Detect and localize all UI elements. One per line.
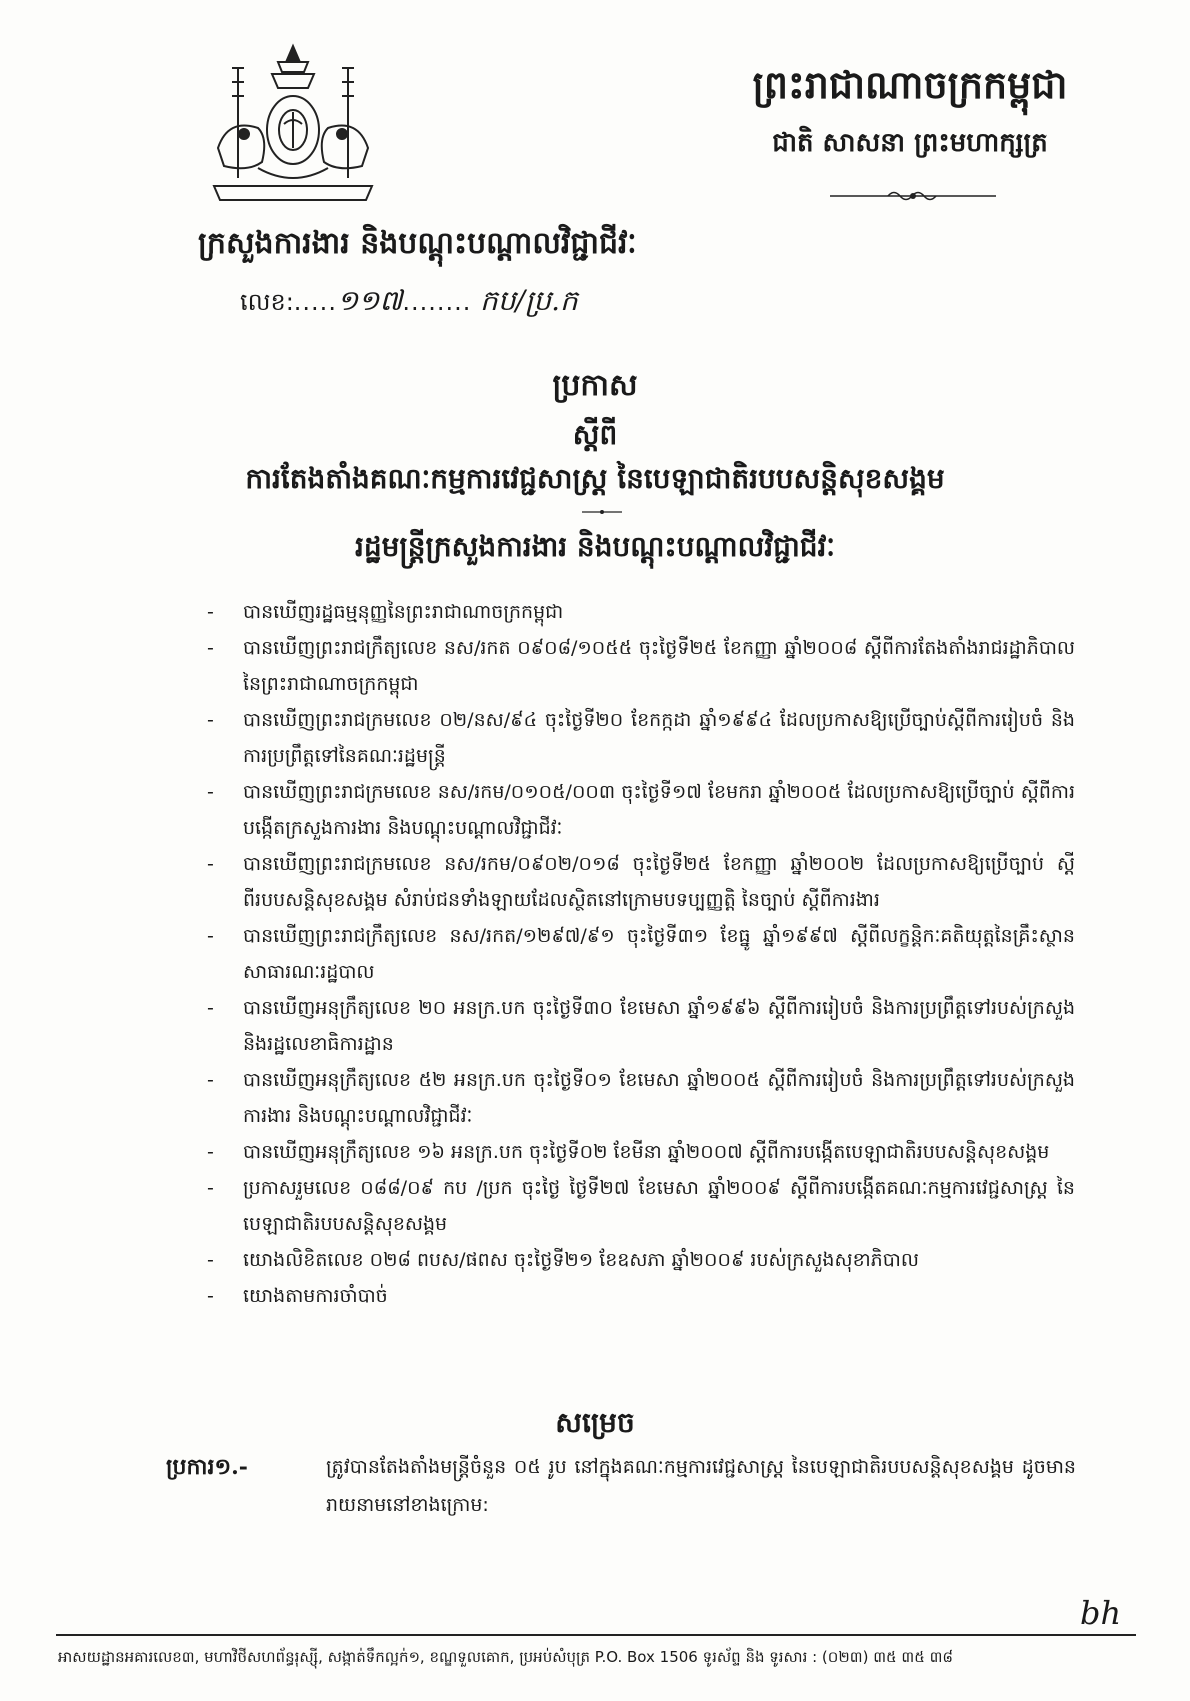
list-item: - បានឃើញអនុក្រឹត្យលេខ ៥២ អនក្រ.បក ចុះថ្ងៃទី០១ ខែមេសា ឆ្នាំ២០០៥ ស្តីពីការរៀបចំ និងការប្រព្រឹត្តទៅរបស់ក្រសួងការងារ និងបណ្តុះបណ្តាលវិជ្ជាជីវៈ bbox=[205, 1062, 1075, 1134]
considerations-list bbox=[205, 594, 1075, 1314]
list-item: - បានឃើញអនុក្រឹត្យលេខ ២០ អនក្រ.បក ចុះថ្ងៃទី៣០ ខែមេសា ឆ្នាំ១៩៩៦ ស្តីពីការរៀបចំ និងការប្រព្រឹត្តទៅរបស់ក្រសួង និងរដ្ឋលេខាធិការដ្ឋាន bbox=[205, 990, 1075, 1062]
list-item: - ប្រកាសរួមលេខ ០៨៨/០៩ កប /ប្រក ចុះថ្ងៃ ថ្ងៃទី២៧ ខែមេសា ឆ្នាំ២០០៩ ស្តីពីការបង្កើតគណៈកម្មការវេជ្ជសាស្ត្រ នៃបេឡាជាតិរបបសន្តិសុខសង្គម bbox=[205, 1170, 1075, 1242]
document-type: ប្រកាស bbox=[552, 368, 638, 403]
royal-emblem-icon bbox=[198, 38, 388, 213]
issuer-title: រដ្ឋមន្ត្រីក្រសួងការងារ និងបណ្តុះបណ្តាលវិជ្ជាជីវៈ bbox=[355, 530, 835, 563]
list-item: - បានឃើញព្រះរាជក្រមលេខ ០២/នស/៩៤ ចុះថ្ងៃទី២០ ខែកក្កដា ឆ្នាំ១៩៩៤ ដែលប្រកាសឱ្យប្រើច្បាប់ស្តីពីការរៀបចំ និងការប្រព្រឹត្តទៅនៃគណៈរដ្ឋមន្ត្រី bbox=[205, 702, 1075, 774]
list-item: - បានឃើញអនុក្រឹត្យលេខ ១៦ អនក្រ.បក ចុះថ្ងៃទី០២ ខែមីនា ឆ្នាំ២០០៧ ស្តីពីការបង្កើតបេឡាជាតិរបបសន្តិសុខសង្គម bbox=[205, 1134, 1075, 1170]
national-motto: ជាតិ សាសនា ព្រះមហាក្សត្រ bbox=[772, 128, 1048, 158]
footer-divider bbox=[56, 1634, 1136, 1636]
ref-label: លេខ: bbox=[240, 288, 294, 316]
reference-number-line: លេខ:.....១១៧........ កប/ប្រ.ក bbox=[240, 284, 578, 317]
footer-address: អាសយដ្ឋានអគារលេខ៣, មហាវិថីសហព័ន្ធរុស្ស៊ី, សង្កាត់ទឹកល្អក់១, ខណ្ឌទួលគោក, ប្រអប់សំបុត្រ P.O. Box 1506 ទូរស័ព្ទ និង ទូរសារ : (០២៣) ៣៥ ៣៥ ៣៨ bbox=[58, 1648, 954, 1666]
list-item: - បានឃើញរដ្ឋធម្មនុញ្ញនៃព្រះរាជាណាចក្រកម្ពុជា bbox=[205, 594, 1075, 630]
list-item: - បានឃើញព្រះរាជក្រមលេខ នស/រកម/០១០៥/០០៣ ចុះថ្ងៃទី១៧ ខែមករា ឆ្នាំ២០០៥ ដែលប្រកាសឱ្យប្រើច្បាប់ ស្តីពីការបង្កើតក្រសួងការងារ និងបណ្តុះបណ្តាលវិជ្ជាជីវៈ bbox=[205, 774, 1075, 846]
ministry-name: ក្រសួងការងារ និងបណ្តុះបណ្តាលវិជ្ជាជីវៈ bbox=[198, 226, 637, 261]
list-item: - យោងលិខិតលេខ ០២៨ ពបស/ផពស ចុះថ្ងៃទី២១ ខែឧសភា ឆ្នាំ២០០៩ របស់ក្រសួងសុខាភិបាល bbox=[205, 1242, 1075, 1278]
document-about: ស្តីពី bbox=[572, 418, 618, 451]
ref-number: ១១៧ bbox=[336, 284, 403, 317]
handwritten-initials: bh bbox=[1080, 1594, 1122, 1632]
list-item: - យោងតាមការចាំបាច់ bbox=[205, 1278, 1075, 1314]
list-item: - បានឃើញព្រះរាជក្រមលេខ នស/រកម/០៩០២/០១៨ ចុះថ្ងៃទី២៥ ខែកញ្ញា ឆ្នាំ២០០២ ដែលប្រកាសឱ្យប្រើច្បាប់ ស្តីពីរបបសន្តិសុខសង្គម សំរាប់ជនទាំងឡាយដែលស្ថិតនៅក្រោមបទប្បញ្ញត្តិ នៃច្បាប់ ស្តីពីការងារ bbox=[205, 846, 1075, 918]
small-divider-icon bbox=[582, 507, 622, 517]
list-item: - បានឃើញព្រះរាជក្រឹត្យលេខ នស/រកត ០៩០៨/១០៥៥ ចុះថ្ងៃទី២៥ ខែកញ្ញា ឆ្នាំ២០០៨ ស្តីពីការតែងតាំងរាជរដ្ឋាភិបាលនៃព្រះរាជាណាចក្រកម្ពុជា bbox=[205, 630, 1075, 702]
article-text: ត្រូវបានតែងតាំងមន្ត្រីចំនួន ០៥ រូប នៅក្នុងគណៈកម្មការវេជ្ជសាស្ត្រ នៃបេឡាជាតិរបបសន្តិសុខសង្គម ដូចមានរាយនាមនៅខាងក្រោម: bbox=[326, 1456, 1076, 1516]
kingdom-title: ព្រះរាជាណាចក្រកម្ពុជា bbox=[752, 62, 1068, 107]
article-label: ប្រការ១.- bbox=[166, 1454, 248, 1480]
ref-suffix: កប/ប្រ.ក bbox=[479, 284, 578, 317]
decision-heading: សម្រេច bbox=[555, 1406, 635, 1439]
document-subject: ការតែងតាំងគណៈកម្មការវេជ្ជសាស្ត្រ នៃបេឡាជាតិរបបសន្តិសុខសង្គម bbox=[245, 462, 945, 495]
ornament-divider-icon bbox=[828, 188, 998, 204]
list-item: - បានឃើញព្រះរាជក្រឹត្យលេខ នស/រកត/១២៩៧/៩១ ចុះថ្ងៃទី៣១ ខែធ្នូ ឆ្នាំ១៩៩៧ ស្តីពីលក្ខន្តិកៈគតិយុត្តនៃគ្រឹះស្ថានសាធារណៈរដ្ឋបាល bbox=[205, 918, 1075, 990]
article-1 bbox=[166, 1448, 1076, 1524]
